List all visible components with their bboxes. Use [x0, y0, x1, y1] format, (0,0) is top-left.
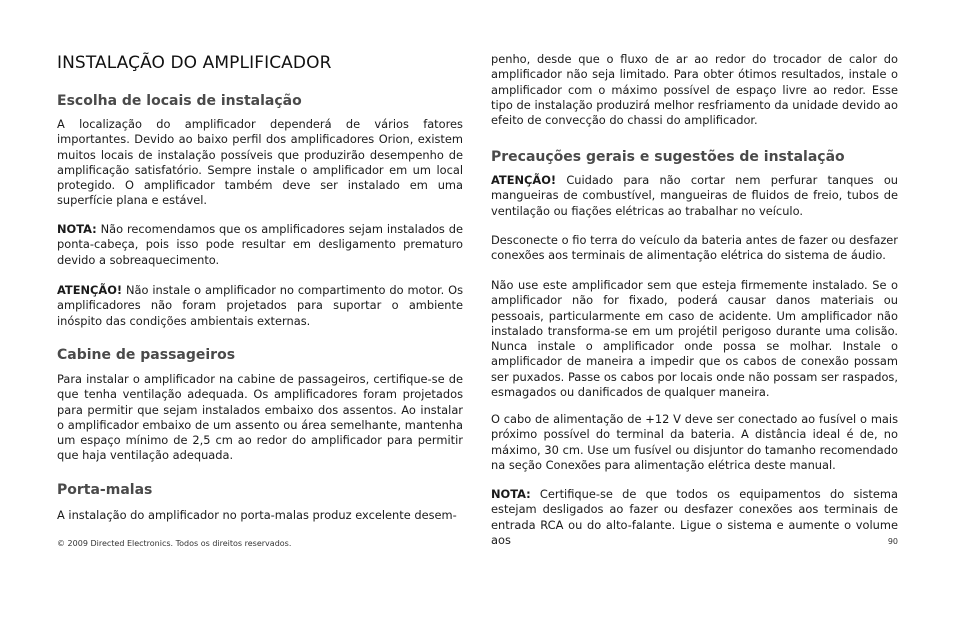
section-heading-trunk: Porta-malas: [57, 482, 153, 498]
paragraph-text: Cuidado para não cortar nem perfurar tanques ou mangueiras de combustível, mangueiras de fluidos de freio, tubos de ventilação ou fiações elétricas ao trabalhar no veículo.: [491, 173, 899, 218]
paragraph-text: A instalação do amplificador no porta-malas produz excelente desem-: [57, 508, 457, 522]
paragraph-disconnect-ground: [491, 233, 898, 264]
paragraph-text: Desconecte o fio terra do veículo da bateria antes de fazer ou desfazer conexões aos terminais de alimentação elétrica do sistema de áudio.: [491, 233, 898, 263]
paragraph-text: Não use este amplificador sem que esteja firmemente instalado. Se o amplificador não for fixado, poderá causar danos materiais ou pessoais, particularmente em caso de acidente. Um amplificador não instalado transforma-se em um projétil perigoso durante uma colisão. Nunca instale o amplificador onde possa se molhar. Instale o amplificador de maneira a impedir que os cabos de conexão possam ser puxados. Passe os cabos por locais onde não possam ser raspados, esmagados ou danificados de qualquer maneira.: [491, 278, 898, 400]
paragraph-location-intro: [57, 117, 463, 209]
paragraph-secure-mounting: [491, 278, 898, 400]
paragraph-text: Para instalar o amplificador na cabine de passageiros, certifique-se de que tenha ventilação adequada. Os amplificadores foram projetados para permitir que sejam instalados embaixo dos assentos. Ao instalar o amplificador embaixo de um assento ou área semelhante, mantenha um espaço mínimo de 2,5 cm ao redor do amplificador para permitir que haja ventilação adequada.: [57, 372, 463, 463]
paragraph-passenger-cabin: [57, 372, 463, 464]
paragraph-note-system-off: [491, 487, 898, 548]
note-label: NOTA:: [57, 222, 97, 236]
paragraph-warning-cutting: [491, 173, 898, 219]
paragraph-text: Certifique-se de que todos os equipamentos do sistema estejam desligados ao fazer ou desfazer conexões aos terminais de entrada RCA ou do alto-falante. Ligue o sistema e aumente o volume aos: [491, 487, 898, 547]
copyright-footer: © 2009 Directed Electronics. Todos os direitos reservados.: [57, 539, 292, 548]
paragraph-trunk: [57, 508, 463, 523]
paragraph-text: Não instale o amplificador no compartimento do motor. Os amplificadores não foram projetados para suportar o ambiente inóspito das condições ambientais externas.: [57, 283, 463, 328]
paragraph-text: A localização do amplificador dependerá de vários fatores importantes. Devido ao baixo perfil dos amplificadores Orion, existem muitos locais de instalação possíveis que produzirão desempenho de amplificação satisfatório. Sempre instale o amplificador em um local protegido. O amplificador também deve ser instalado em uma superfície plana e estável.: [57, 117, 463, 208]
paragraph-note-upside-down: [57, 222, 463, 268]
section-heading-installation-location: Escolha de locais de instalação: [57, 93, 302, 109]
page-number: 90: [887, 537, 898, 546]
paragraph-text: penho, desde que o fluxo de ar ao redor do trocador de calor do amplificador não seja limitado. Para obter ótimos resultados, instale o amplificador com o máximo possível de espaço livre ao redor. Esse tipo de instalação produzirá melhor resfriamento da unidade devido ao efeito de convecção do chassi do amplificador.: [491, 52, 898, 128]
paragraph-trunk-continuation: [491, 52, 898, 128]
page-title: INSTALAÇÃO DO AMPLIFICADOR: [57, 53, 332, 73]
note-label: NOTA:: [491, 487, 531, 501]
paragraph-text: O cabo de alimentação de +12 V deve ser conectado ao fusível o mais próximo possível do terminal da bateria. A distância ideal é de, no máximo, 30 cm. Use um fusível ou disjuntor do tamanho recomendado na seção Conexões para alimentação elétrica deste manual.: [491, 412, 898, 472]
warning-label: ATENÇÃO!: [57, 283, 123, 297]
paragraph-text: Não recomendamos que os amplificadores sejam instalados de ponta-cabeça, pois isso pode resultar em desligamento prematuro devido a sobreaquecimento.: [57, 222, 463, 267]
paragraph-warning-engine: [57, 283, 463, 329]
warning-label: ATENÇÃO!: [491, 173, 557, 187]
paragraph-power-cable-fuse: [491, 412, 898, 473]
section-heading-general-precautions: Precauções gerais e sugestões de instalação: [491, 149, 845, 165]
section-heading-passenger-cabin: Cabine de passageiros: [57, 347, 236, 363]
